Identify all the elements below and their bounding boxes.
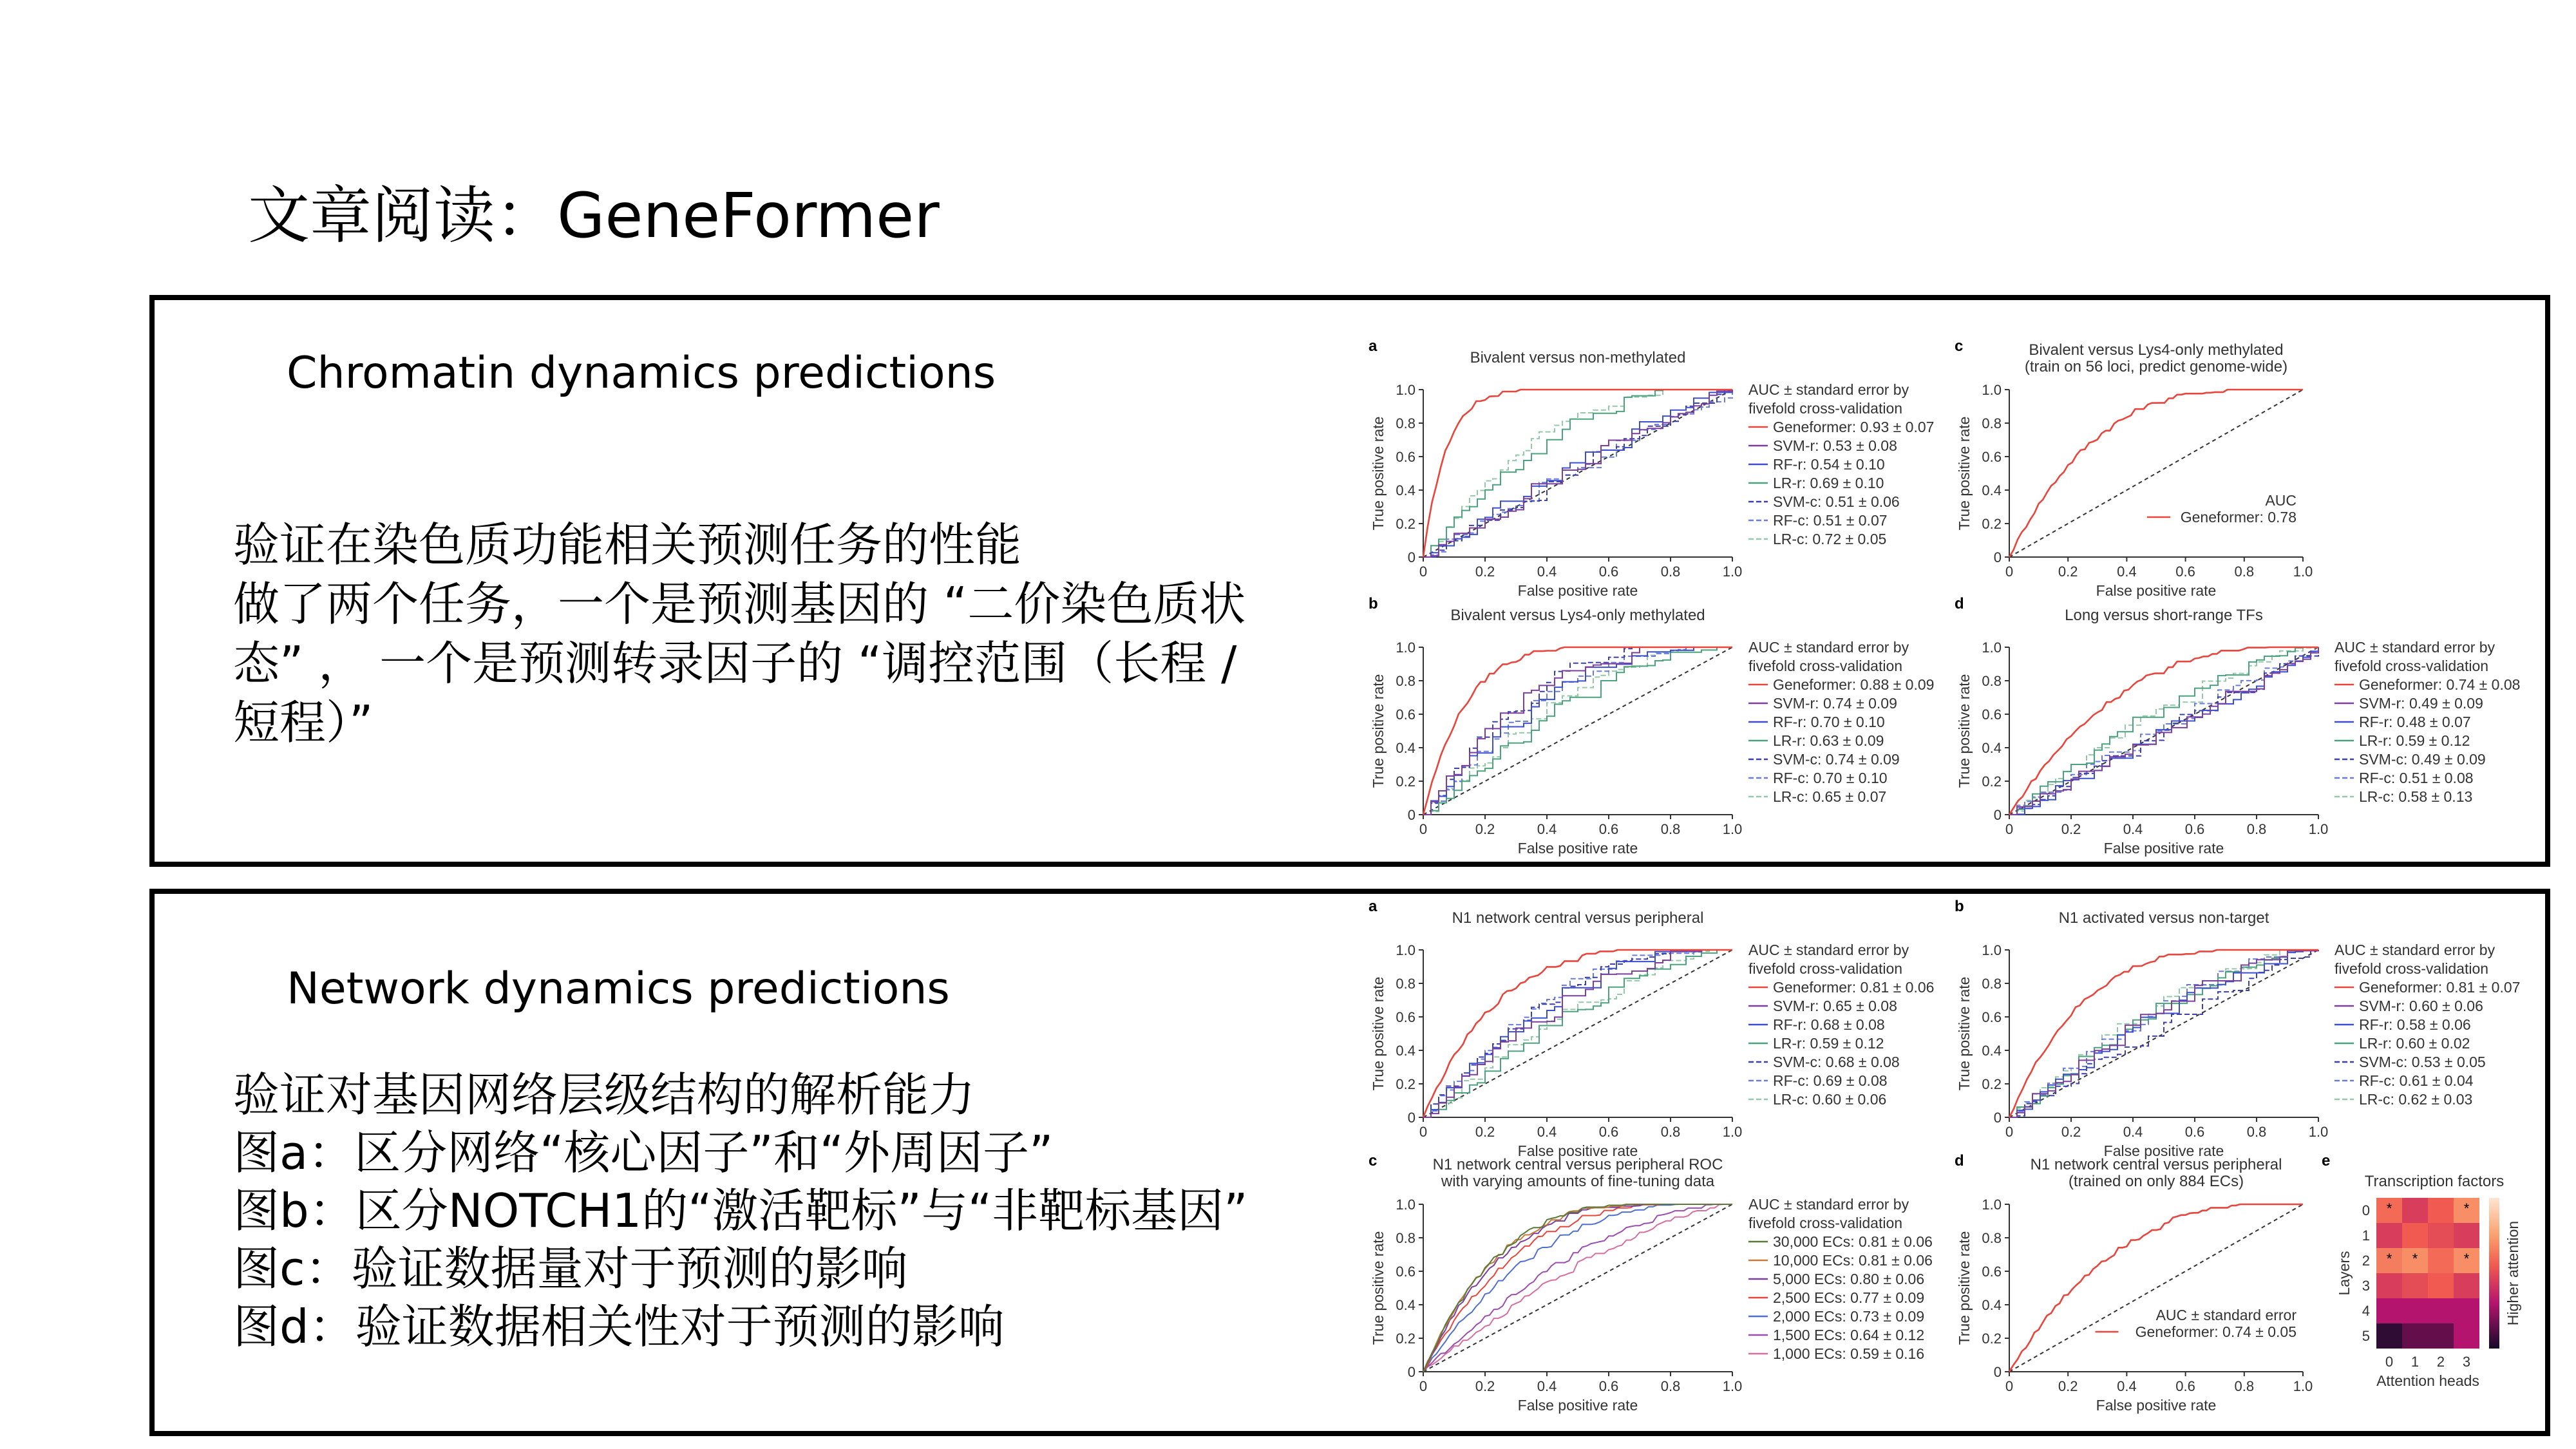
x-tick-label: 0.8	[1660, 1124, 1681, 1140]
panel-letter: b	[1368, 595, 1378, 612]
y-tick-label: 0	[2362, 1202, 2370, 1218]
y-tick-label: 0.8	[1396, 415, 1416, 431]
x-tick-label: 0.6	[2175, 1378, 2195, 1394]
legend-title: AUC ± standard error by	[2334, 942, 2496, 958]
y-axis-label: True positive rate	[1956, 416, 1973, 531]
legend-entry: SVM-r: 0.65 ± 0.08	[1773, 998, 1897, 1014]
y-axis-label: True positive rate	[1956, 1231, 1973, 1345]
legend-entry: RF-c: 0.51 ± 0.07	[1773, 512, 1888, 529]
x-tick-label: 0.6	[2184, 821, 2205, 837]
legend-title: fivefold cross-validation	[1748, 658, 1903, 674]
y-tick-label: 0.2	[1396, 1076, 1416, 1092]
chance-diagonal	[2009, 390, 2303, 557]
heatmap-cell	[2428, 1198, 2454, 1223]
chance-diagonal	[1423, 1204, 1732, 1372]
y-tick-label: 0.4	[1396, 482, 1416, 498]
section2-line-1: 验证对基因网络层级结构的解析能力	[233, 1068, 976, 1122]
legend-entry: SVM-r: 0.53 ± 0.08	[1773, 437, 1897, 454]
y-tick-label: 0.6	[1982, 449, 2002, 465]
x-axis-label: False positive rate	[1517, 582, 1638, 599]
section1-subtitle: Chromatin dynamics predictions	[287, 348, 996, 399]
x-tick-label: 0.6	[2184, 1124, 2205, 1140]
chance-diagonal	[1423, 647, 1732, 815]
x-tick-label: 0.2	[2058, 564, 2078, 580]
legend-entry: 5,000 ECs: 0.80 ± 0.06	[1773, 1271, 1925, 1287]
x-tick-label: 0.6	[1598, 821, 1619, 837]
legend-title: fivefold cross-validation	[1748, 400, 1903, 417]
x-tick-label: 0.6	[1598, 1124, 1619, 1140]
legend-title: fivefold cross-validation	[2334, 658, 2489, 674]
x-tick-label: 1.0	[2308, 821, 2329, 837]
colorbar	[2489, 1198, 2499, 1349]
legend-entry: Geneformer: 0.81 ± 0.06	[1773, 979, 1935, 996]
legend-entry: 2,500 ECs: 0.77 ± 0.09	[1773, 1289, 1925, 1306]
legend-entry: SVM-c: 0.53 ± 0.05	[2359, 1054, 2486, 1070]
panel-letter: d	[1955, 1152, 1964, 1170]
legend-entry: RF-r: 0.48 ± 0.07	[2359, 714, 2471, 730]
legend-entry: RF-r: 0.70 ± 0.10	[1773, 714, 1885, 730]
y-tick-label: 1.0	[1982, 382, 2002, 398]
x-tick-label: 0.2	[2061, 1124, 2081, 1140]
y-tick-label: 0.4	[1982, 1043, 2002, 1059]
x-tick-label: 0	[1419, 821, 1428, 837]
x-tick-label: 1.0	[1722, 1378, 1743, 1394]
chart-title: Transcription factors	[2364, 1173, 2505, 1190]
heatmap-cell	[2376, 1273, 2402, 1298]
panel-letter: d	[1955, 595, 1964, 612]
x-tick-label: 1.0	[1722, 821, 1743, 837]
heatmap-cell	[2402, 1198, 2428, 1223]
x-tick-label: 0.4	[1537, 821, 1557, 837]
x-tick-label: 0.4	[2117, 564, 2137, 580]
heatmap-cell	[2428, 1298, 2454, 1323]
legend-title: AUC	[2265, 492, 2297, 509]
y-tick-label: 0.4	[1982, 1297, 2002, 1313]
chart-title: N1 network central versus peripheral	[1452, 909, 1704, 927]
x-tick-label: 0.4	[1537, 1378, 1557, 1394]
x-tick-label: 0	[2005, 1378, 2014, 1394]
x-tick-label: 1.0	[2293, 564, 2313, 580]
y-tick-label: 0	[1407, 807, 1416, 823]
x-axis-label: False positive rate	[1517, 1397, 1638, 1414]
x-tick-label: 0.8	[1660, 821, 1681, 837]
legend-entry: LR-r: 0.59 ± 0.12	[1773, 1035, 1884, 1052]
section1-line-1: 验证在染色质功能相关预测任务的性能	[233, 518, 1022, 572]
y-tick-label: 0.6	[1396, 1264, 1416, 1280]
legend-title: fivefold cross-validation	[1748, 1215, 1903, 1231]
heatmap-cell	[2454, 1323, 2479, 1349]
legend-entry: 1,500 ECs: 0.64 ± 0.12	[1773, 1327, 1925, 1343]
chart-title: Bivalent versus Lys4-only methylated	[1450, 607, 1705, 624]
x-tick-label: 0.6	[1598, 564, 1619, 580]
y-tick-label: 0.2	[1396, 773, 1416, 790]
significance-star: *	[2386, 1200, 2392, 1217]
x-tick-label: 0.2	[1475, 1378, 1495, 1394]
y-tick-label: 0.8	[1396, 673, 1416, 689]
panel-letter: c	[1368, 1152, 1378, 1170]
legend-title: AUC ± standard error	[2155, 1307, 2297, 1323]
y-tick-label: 0.4	[1396, 740, 1416, 756]
y-tick-label: 0.8	[1982, 976, 2002, 992]
section2-subtitle: Network dynamics predictions	[287, 963, 950, 1014]
legend-entry: LR-r: 0.59 ± 0.12	[2359, 732, 2470, 749]
legend-entry: SVM-c: 0.68 ± 0.08	[1773, 1054, 1900, 1070]
y-tick-label: 1.0	[1982, 942, 2002, 958]
x-tick-label: 0	[2385, 1354, 2394, 1370]
x-axis-label: False positive rate	[1517, 1142, 1638, 1159]
x-tick-label: 0.2	[1475, 564, 1495, 580]
legend-title: AUC ± standard error by	[1748, 381, 1909, 398]
heatmap-cell	[2402, 1223, 2428, 1248]
legend-entry: RF-c: 0.69 ± 0.08	[1773, 1072, 1888, 1089]
section1-line-4: 短程）”	[233, 696, 374, 750]
y-tick-label: 0	[1993, 1364, 2002, 1380]
x-tick-label: 0.2	[2058, 1378, 2078, 1394]
y-tick-label: 0.4	[1982, 740, 2002, 756]
y-tick-label: 3	[2362, 1278, 2370, 1294]
y-tick-label: 0.2	[1982, 1076, 2002, 1092]
x-tick-label: 0.4	[1537, 564, 1557, 580]
y-tick-label: 0.6	[1982, 1009, 2002, 1025]
y-tick-label: 0.4	[1982, 482, 2002, 498]
y-tick-label: 1	[2362, 1227, 2370, 1244]
roc-chart-svg	[1951, 595, 2521, 857]
legend-entry: SVM-c: 0.49 ± 0.09	[2359, 751, 2486, 768]
chart-subtitle: with varying amounts of fine-tuning data	[1441, 1173, 1715, 1190]
x-tick-label: 0.8	[2246, 821, 2267, 837]
x-tick-label: 1.0	[1722, 1124, 1743, 1140]
legend-entry: LR-r: 0.63 ± 0.09	[1773, 732, 1884, 749]
significance-star: *	[2463, 1251, 2470, 1267]
x-tick-label: 1.0	[2293, 1378, 2313, 1394]
roc-chart-svg	[1365, 1152, 1933, 1414]
legend-title: fivefold cross-validation	[2334, 960, 2489, 977]
heatmap-cell	[2428, 1248, 2454, 1273]
heatmap-cell	[2402, 1273, 2428, 1298]
x-axis-label: False positive rate	[2096, 1397, 2217, 1414]
legend-entry: SVM-r: 0.49 ± 0.09	[2359, 695, 2483, 712]
heatmap-cell	[2402, 1323, 2428, 1349]
y-tick-label: 0.8	[1396, 976, 1416, 992]
x-tick-label: 0.4	[2117, 1378, 2137, 1394]
legend-entry: 2,000 ECs: 0.73 ± 0.09	[1773, 1308, 1925, 1325]
x-tick-label: 0.2	[1475, 821, 1495, 837]
heatmap-cell	[2428, 1223, 2454, 1248]
x-tick-label: 0.8	[2234, 1378, 2255, 1394]
legend-entry: RF-c: 0.70 ± 0.10	[1773, 770, 1888, 786]
heatmap-cell	[2402, 1298, 2428, 1323]
heatmap-cell	[2376, 1298, 2402, 1323]
y-axis-label: True positive rate	[1370, 416, 1387, 531]
y-axis-label: True positive rate	[1370, 976, 1387, 1091]
x-tick-label: 1.0	[1722, 564, 1743, 580]
heatmap-cell	[2454, 1273, 2479, 1298]
y-tick-label: 0	[1407, 1364, 1416, 1380]
y-tick-label: 0.2	[1982, 1331, 2002, 1347]
chart-title: N1 network central versus peripheral ROC	[1432, 1156, 1723, 1173]
y-tick-label: 0.4	[1396, 1043, 1416, 1059]
legend-title: AUC ± standard error by	[1748, 1196, 1909, 1213]
y-tick-label: 0.6	[1396, 1009, 1416, 1025]
legend-title: fivefold cross-validation	[1748, 960, 1903, 977]
x-tick-label: 0.2	[1475, 1124, 1495, 1140]
x-tick-label: 0	[1419, 1378, 1428, 1394]
slide-title: 文章阅读：GeneFormer	[248, 180, 940, 252]
legend-entry: Geneformer: 0.74 ± 0.08	[2359, 676, 2521, 693]
roc-chart-svg	[1365, 898, 1935, 1159]
legend-entry: LR-c: 0.60 ± 0.06	[1773, 1091, 1887, 1108]
y-tick-label: 0	[1993, 807, 2002, 823]
heatmap-cell	[2376, 1223, 2402, 1248]
heatmap-cell	[2428, 1323, 2454, 1349]
heatmap-cell	[2454, 1223, 2479, 1248]
heatmap-cell	[2376, 1323, 2402, 1349]
y-axis-label: True positive rate	[1956, 976, 1973, 1091]
x-tick-label: 0.4	[2123, 821, 2143, 837]
section2-line-5: 图d：验证数据相关性对于预测的影响	[233, 1300, 1005, 1354]
y-tick-label: 0.6	[1982, 706, 2002, 723]
x-axis-label: False positive rate	[2096, 582, 2217, 599]
x-axis-label: False positive rate	[2103, 1142, 2224, 1159]
x-tick-label: 0.6	[2175, 564, 2195, 580]
y-tick-label: 0.2	[1982, 516, 2002, 532]
roc-chart-svg	[1951, 337, 2518, 599]
panel-letter: a	[1368, 337, 1378, 355]
x-tick-label: 0.4	[2123, 1124, 2143, 1140]
roc-chart-svg	[1951, 898, 2521, 1159]
legend-entry: 1,000 ECs: 0.59 ± 0.16	[1773, 1345, 1925, 1362]
x-tick-label: 1	[2410, 1354, 2420, 1370]
chart-title: Bivalent versus non-methylated	[1470, 349, 1686, 366]
y-tick-label: 1.0	[1396, 1197, 1416, 1213]
y-axis-label: True positive rate	[1956, 674, 1973, 788]
section1-line-3: 态” ， 一个是预测转录因子的 “调控范围（长程 /	[233, 636, 1237, 690]
y-tick-label: 5	[2362, 1328, 2370, 1344]
x-axis-label: Attention heads	[2376, 1372, 2479, 1389]
legend-entry: LR-c: 0.65 ± 0.07	[1773, 788, 1887, 805]
panel-letter: c	[1955, 337, 1964, 355]
y-axis-label: Layers	[2336, 1251, 2353, 1296]
section2-line-4: 图c：验证数据量对于预测的影响	[233, 1242, 908, 1296]
chart-title: N1 activated versus non-target	[2058, 909, 2269, 927]
roc-chart-svg	[1365, 595, 1935, 857]
heatmap-cell	[2428, 1273, 2454, 1298]
legend-entry: 10,000 ECs: 0.81 ± 0.06	[1773, 1252, 1933, 1269]
y-axis-label: True positive rate	[1370, 1231, 1387, 1345]
heatmap-cell	[2454, 1298, 2479, 1323]
y-tick-label: 0	[1407, 549, 1416, 565]
section2-line-3: 图b：区分NOTCH1的“激活靶标”与“非靶标基因”	[233, 1184, 1248, 1238]
y-tick-label: 0.2	[1396, 1331, 1416, 1347]
legend-entry: 30,000 ECs: 0.81 ± 0.06	[1773, 1233, 1933, 1250]
section1-line-2: 做了两个任务，一个是预测基因的 “二价染色质状	[233, 577, 1246, 631]
y-tick-label: 0.6	[1982, 1264, 2002, 1280]
chart-title: Long versus short-range TFs	[2065, 607, 2263, 624]
legend-entry: SVM-c: 0.74 ± 0.09	[1773, 751, 1900, 768]
y-tick-label: 1.0	[1982, 1197, 2002, 1213]
x-tick-label: 0	[2005, 564, 2014, 580]
chart-title: Bivalent versus Lys4-only methylated	[2029, 341, 2284, 359]
x-tick-label: 0	[1419, 564, 1428, 580]
legend-entry: LR-c: 0.58 ± 0.13	[2359, 788, 2473, 805]
roc-chart-svg	[1365, 337, 1935, 599]
y-tick-label: 0.4	[1396, 1297, 1416, 1313]
y-tick-label: 1.0	[1396, 942, 1416, 958]
x-tick-label: 3	[2462, 1354, 2471, 1370]
legend-entry: SVM-r: 0.74 ± 0.09	[1773, 695, 1897, 712]
legend-entry: RF-r: 0.68 ± 0.08	[1773, 1016, 1885, 1033]
legend-entry: SVM-r: 0.60 ± 0.06	[2359, 998, 2483, 1014]
heatmap-svg	[2318, 1153, 2531, 1410]
x-axis-label: False positive rate	[2103, 840, 2224, 857]
x-tick-label: 0.6	[1598, 1378, 1619, 1394]
chart-subtitle: (trained on only 884 ECs)	[2068, 1173, 2244, 1190]
y-tick-label: 0.2	[1982, 773, 2002, 790]
x-tick-label: 0.8	[1660, 564, 1681, 580]
y-tick-label: 0	[1407, 1110, 1416, 1126]
significance-star: *	[2463, 1200, 2470, 1217]
chart-title: N1 network central versus peripheral	[2030, 1156, 2282, 1173]
x-tick-label: 0	[2005, 1124, 2014, 1140]
x-tick-label: 0	[2005, 821, 2014, 837]
y-tick-label: 1.0	[1396, 639, 1416, 656]
legend-entry: RF-c: 0.61 ± 0.04	[2359, 1072, 2474, 1089]
x-axis-label: False positive rate	[1517, 840, 1638, 857]
legend-title: AUC ± standard error by	[1748, 942, 1909, 958]
x-tick-label: 0.4	[1537, 1124, 1557, 1140]
legend-entry: Geneformer: 0.88 ± 0.09	[1773, 676, 1935, 693]
legend-entry: Geneformer: 0.78	[2180, 509, 2297, 526]
legend-title: AUC ± standard error by	[1748, 639, 1909, 656]
y-tick-label: 0.8	[1982, 1230, 2002, 1246]
y-tick-label: 0	[1993, 1110, 2002, 1126]
y-tick-label: 0.2	[1396, 516, 1416, 532]
legend-entry: LR-r: 0.69 ± 0.10	[1773, 475, 1884, 491]
legend-entry: LR-c: 0.62 ± 0.03	[2359, 1091, 2473, 1108]
chart-subtitle: (train on 56 loci, predict genome-wide)	[2024, 358, 2288, 375]
x-tick-label: 1.0	[2308, 1124, 2329, 1140]
y-tick-label: 1.0	[1396, 382, 1416, 398]
y-tick-label: 0.8	[1982, 673, 2002, 689]
colorbar-label: Higher attention	[2505, 1220, 2521, 1326]
legend-entry: RF-r: 0.54 ± 0.10	[1773, 456, 1885, 473]
y-tick-label: 0.6	[1396, 706, 1416, 723]
y-tick-label: 0	[1993, 549, 2002, 565]
panel-letter: b	[1955, 898, 1964, 915]
y-tick-label: 4	[2362, 1303, 2370, 1319]
legend-title: AUC ± standard error by	[2334, 639, 2496, 656]
significance-star: *	[2386, 1251, 2392, 1267]
panel-letter: a	[1368, 898, 1378, 915]
x-tick-label: 0.8	[2246, 1124, 2267, 1140]
section2-line-2: 图a：区分网络“核心因子”和“外周因子”	[233, 1126, 1054, 1180]
legend-entry: LR-r: 0.60 ± 0.02	[2359, 1035, 2470, 1052]
legend-entry: Geneformer: 0.74 ± 0.05	[2135, 1323, 2297, 1340]
x-tick-label: 0.8	[1660, 1378, 1681, 1394]
legend-entry: RF-c: 0.51 ± 0.08	[2359, 770, 2474, 786]
legend-entry: Geneformer: 0.93 ± 0.07	[1773, 419, 1935, 435]
legend-entry: LR-c: 0.72 ± 0.05	[1773, 531, 1887, 547]
x-tick-label: 0.2	[2061, 821, 2081, 837]
legend-entry: SVM-c: 0.51 ± 0.06	[1773, 493, 1900, 510]
y-tick-label: 0.8	[1982, 415, 2002, 431]
legend-entry: Geneformer: 0.81 ± 0.07	[2359, 979, 2521, 996]
x-tick-label: 0	[1419, 1124, 1428, 1140]
y-tick-label: 2	[2362, 1253, 2370, 1269]
panel-letter: e	[2322, 1152, 2331, 1170]
x-tick-label: 2	[2436, 1354, 2445, 1370]
significance-star: *	[2412, 1251, 2418, 1267]
x-tick-label: 0.8	[2234, 564, 2255, 580]
y-tick-label: 0.6	[1396, 449, 1416, 465]
legend-entry: RF-r: 0.58 ± 0.06	[2359, 1016, 2471, 1033]
y-tick-label: 1.0	[1982, 639, 2002, 656]
y-axis-label: True positive rate	[1370, 674, 1387, 788]
y-tick-label: 0.8	[1396, 1230, 1416, 1246]
